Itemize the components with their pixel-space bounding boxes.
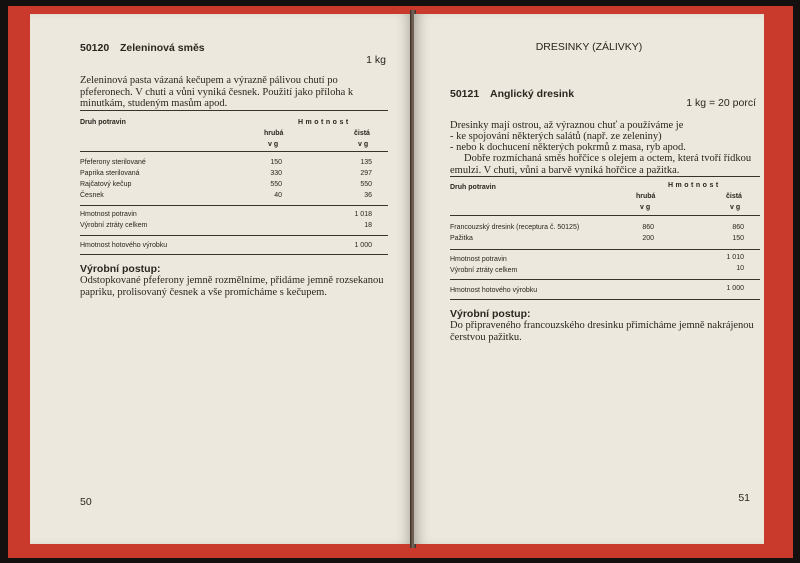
table-top-rule <box>450 176 760 177</box>
column-food-header: Druh potravin <box>450 184 496 191</box>
description-line: Dresinky mají ostrou, až výraznou chuť a používáme je <box>450 120 684 131</box>
page-number: 51 <box>738 492 750 504</box>
left-page <box>30 14 412 544</box>
gross-unit: v g <box>640 204 651 211</box>
table-bottom-rule <box>80 254 388 255</box>
recipe-number: 50121 <box>450 88 480 100</box>
net-header: čistá <box>354 130 370 137</box>
final-weight-label: Hmotnost hotového výrobku <box>80 242 168 249</box>
description-line: - ke spojování některých salátů (např. ze zeleniny) <box>450 131 662 142</box>
gross-header: hrubá <box>264 130 284 137</box>
table-row-gross: 200 <box>642 235 654 242</box>
procedure-title: Výrobní postup: <box>450 308 531 320</box>
table-row-name: Paprika sterilovaná <box>80 170 140 177</box>
weight-header: Hmotnost <box>298 119 351 126</box>
gross-header: hrubá <box>636 193 656 200</box>
table-row-name: Francouzský dresink (receptura č. 50125) <box>450 224 580 231</box>
table-row-net: 36 <box>364 192 372 199</box>
recipe-yield: 1 kg = 20 porcí <box>686 97 756 109</box>
column-food-header: Druh potravin <box>80 119 126 126</box>
loss-label: Výrobní ztráty celkem <box>80 222 148 229</box>
procedure-title: Výrobní postup: <box>80 263 161 275</box>
recipe-yield: 1 kg <box>366 54 386 66</box>
page-number: 50 <box>80 496 92 508</box>
net-header: čistá <box>726 193 742 200</box>
recipe-title: Zeleninová směs <box>120 42 205 54</box>
final-weight-label: Hmotnost hotového výrobku <box>450 287 538 294</box>
table-bottom-rule <box>450 299 760 300</box>
loss-value: 10 <box>736 265 744 272</box>
table-top-rule <box>80 110 388 111</box>
table-row-name: Česnek <box>80 192 104 199</box>
table-row-name: Pfeferony sterilované <box>80 159 146 166</box>
table-row-name: Rajčatový kečup <box>80 181 132 188</box>
table-header-rule <box>80 151 388 152</box>
loss-label: Výrobní ztráty celkem <box>450 267 518 274</box>
net-unit: v g <box>730 204 741 211</box>
recipe-title: Anglický dresink <box>490 88 575 100</box>
table-totals-rule <box>80 235 388 236</box>
table-row-net: 550 <box>360 181 372 188</box>
final-weight-value: 1 000 <box>354 242 372 249</box>
table-row-net: 135 <box>360 159 372 166</box>
table-header-rule <box>450 215 760 216</box>
final-weight-value: 1 000 <box>726 285 744 292</box>
table-row-net: 297 <box>360 170 372 177</box>
description-line: - nebo k dochucení některých pokrmů z masa, ryb apod. <box>450 142 686 153</box>
table-row-gross: 150 <box>270 159 282 166</box>
weight-header: Hmotnost <box>668 182 721 189</box>
table-row-gross: 330 <box>270 170 282 177</box>
recipe-description: Zeleninová pasta vázaná kečupem a výrazně pálivou chutí po pfeferonech. V chuti a vůni vyniká česnek. Použití jako příloha k minutkám, studeným masům apod. <box>80 75 354 109</box>
table-row-name: Pažitka <box>450 235 473 242</box>
recipe-number: 50120 <box>80 42 110 54</box>
gross-unit: v g <box>268 141 279 148</box>
section-title: DRESINKY (ZÁLIVKY) <box>535 41 643 53</box>
total-weight-value: 1 018 <box>354 211 372 218</box>
right-page <box>414 14 764 544</box>
loss-value: 18 <box>364 222 372 229</box>
total-weight-label: Hmotnost potravin <box>450 256 507 263</box>
procedure-text: Do připraveného francouzského dresinku přimícháme jemně nakrájenou čerstvou pažitku. <box>450 320 754 343</box>
table-totals-rule <box>450 279 760 280</box>
table-row-gross: 40 <box>274 192 282 199</box>
table-row-net: 150 <box>732 235 744 242</box>
table-row-net: 860 <box>732 224 744 231</box>
table-row-gross: 550 <box>270 181 282 188</box>
procedure-text: Odstopkované pfeferony jemně rozmělníme, přidáme jemně rozsekanou papriku, prolisovaný česnek a vše promícháme s kečupem. <box>80 275 384 298</box>
table-rows-rule <box>450 249 760 250</box>
table-row-gross: 860 <box>642 224 654 231</box>
table-rows-rule <box>80 205 388 206</box>
total-weight-value: 1 010 <box>726 254 744 261</box>
total-weight-label: Hmotnost potravin <box>80 211 137 218</box>
net-unit: v g <box>358 141 369 148</box>
description-line: Dobře rozmíchaná směs hořčice s olejem a octem, která tvoří řídkou emulzi. V chuti, vůni a barvě vyniká hořčice a pažitka. <box>450 153 752 176</box>
